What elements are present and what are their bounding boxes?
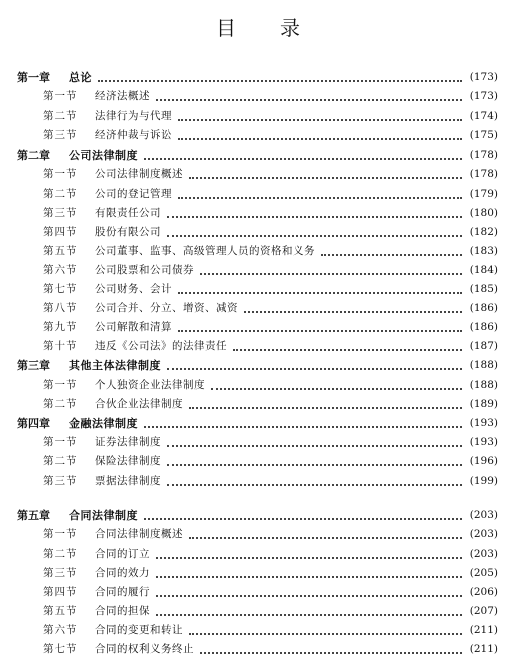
section-number: 第九节 [43, 321, 78, 333]
dot-leader [167, 367, 462, 370]
section-title: 合同法律制度概述 [95, 528, 183, 540]
page-number: (206) [469, 586, 498, 598]
section-title: 合同的担保 [95, 605, 150, 617]
section-number: 第五节 [43, 245, 78, 257]
chapter-number: 第三章 [17, 359, 50, 372]
section-title: 法律行为与代理 [95, 110, 172, 122]
toc-section-row[interactable] [43, 165, 498, 184]
chapter-number: 第二章 [17, 149, 50, 162]
dot-leader [156, 594, 462, 597]
toc-section-row[interactable] [43, 107, 498, 126]
title-char: 目 [216, 16, 236, 40]
page-number: (193) [469, 417, 498, 429]
page-number: (207) [469, 605, 498, 617]
section-title: 经济法概述 [95, 90, 150, 102]
dot-leader [189, 176, 462, 179]
section-number: 第四节 [43, 586, 78, 598]
chapter-number: 第四章 [17, 417, 50, 430]
page-number: (188) [469, 379, 498, 391]
dot-leader [233, 348, 462, 351]
chapter-title: 总论 [69, 71, 92, 84]
toc-section-row[interactable] [43, 433, 498, 452]
toc-section-row[interactable] [43, 602, 498, 621]
page-number: (193) [469, 436, 498, 448]
section-number: 第六节 [43, 624, 78, 636]
dot-leader [189, 536, 462, 539]
chapter-title: 其他主体法律制度 [69, 359, 161, 372]
section-title: 票据法律制度 [95, 475, 161, 487]
page-number: (183) [469, 245, 498, 257]
section-title: 公司董事、监事、高级管理人员的资格和义务 [95, 245, 315, 257]
toc-chapter-row[interactable] [17, 146, 498, 165]
toc-section-row[interactable] [43, 204, 498, 223]
section-title: 保险法律制度 [95, 455, 161, 467]
chapter-title: 合同法律制度 [69, 509, 138, 522]
page-number: (205) [469, 567, 498, 579]
toc-chapter-row[interactable] [17, 414, 498, 433]
dot-leader [178, 118, 462, 121]
toc-section-row[interactable] [43, 318, 498, 337]
page-number: (203) [469, 548, 498, 560]
page-number: (178) [469, 149, 498, 161]
page-number: (182) [469, 226, 498, 238]
toc-section-row[interactable] [43, 280, 498, 299]
dot-leader [156, 613, 462, 616]
page-number: (184) [469, 264, 498, 276]
chapter-number: 第一章 [17, 71, 50, 84]
section-title: 合同的订立 [95, 548, 150, 560]
title-char: 录 [280, 16, 300, 40]
chapter-title: 公司法律制度 [69, 149, 138, 162]
chapter-number: 第五章 [17, 509, 50, 522]
dot-leader [144, 157, 462, 160]
toc-chapter-row[interactable] [17, 506, 498, 525]
toc-chapter-row[interactable] [17, 356, 498, 375]
page-number: (175) [469, 129, 498, 141]
section-title: 公司法律制度概述 [95, 168, 183, 180]
dot-leader [144, 425, 462, 428]
section-number: 第二节 [43, 398, 78, 410]
page-number: (199) [469, 475, 498, 487]
section-title: 合伙企业法律制度 [95, 398, 183, 410]
dot-leader [178, 137, 462, 140]
section-number: 第二节 [43, 548, 78, 560]
chapter-title: 金融法律制度 [69, 417, 138, 430]
page-number: (173) [469, 90, 498, 102]
section-title: 公司合并、分立、增资、减资 [95, 302, 238, 314]
toc-section-row[interactable] [43, 525, 498, 544]
section-number: 第四节 [43, 226, 78, 238]
page-number: (203) [469, 509, 498, 521]
section-number: 第三节 [43, 475, 78, 487]
page-number: (185) [469, 283, 498, 295]
dot-leader [200, 651, 462, 654]
dot-leader [178, 291, 462, 294]
section-title: 违反《公司法》的法律责任 [95, 340, 227, 352]
page-number: (203) [469, 528, 498, 540]
page-number: (180) [469, 207, 498, 219]
section-number: 第三节 [43, 129, 78, 141]
toc-section-row[interactable] [43, 126, 498, 145]
toc-section-row[interactable] [43, 87, 498, 106]
toc-section-row[interactable] [43, 621, 498, 640]
section-number: 第七节 [43, 283, 78, 295]
section-title: 经济仲裁与诉讼 [95, 129, 172, 141]
dot-leader [200, 272, 462, 275]
section-title: 有限责任公司 [95, 207, 161, 219]
toc-section-row[interactable] [43, 564, 498, 583]
dot-leader [156, 556, 462, 559]
dot-leader [167, 444, 462, 447]
toc-section-row[interactable] [43, 185, 498, 204]
page-number: (211) [469, 624, 498, 636]
dot-leader [321, 253, 462, 256]
section-title: 个人独资企业法律制度 [95, 379, 205, 391]
toc-section-row[interactable] [43, 261, 498, 280]
dot-leader [144, 517, 462, 520]
page-number: (188) [469, 359, 498, 371]
section-title: 股份有限公司 [95, 226, 161, 238]
section-title: 合同的履行 [95, 586, 150, 598]
dot-leader [167, 483, 462, 486]
page-number: (189) [469, 398, 498, 410]
dot-leader [156, 98, 462, 101]
section-number: 第五节 [43, 605, 78, 617]
dot-leader [98, 79, 462, 82]
section-number: 第六节 [43, 264, 78, 276]
section-title: 公司的登记管理 [95, 188, 172, 200]
section-number: 第八节 [43, 302, 78, 314]
dot-leader [167, 463, 462, 466]
section-title: 合同的效力 [95, 567, 150, 579]
page-number: (186) [469, 302, 498, 314]
page-number: (211) [469, 643, 498, 655]
toc-section-row[interactable] [43, 583, 498, 602]
dot-leader [178, 196, 462, 199]
section-title: 合同的变更和转让 [95, 624, 183, 636]
dot-leader [189, 406, 462, 409]
page-number: (179) [469, 188, 498, 200]
toc-section-row[interactable] [43, 223, 498, 242]
page-number: (173) [469, 71, 498, 83]
dot-leader [167, 234, 462, 237]
dot-leader [178, 329, 462, 332]
dot-leader [189, 632, 462, 635]
section-number: 第十节 [43, 340, 78, 352]
section-number: 第二节 [43, 455, 78, 467]
section-title: 公司股票和公司债券 [95, 264, 194, 276]
section-title: 公司财务、会计 [95, 283, 172, 295]
dot-leader [211, 387, 462, 390]
section-number: 第二节 [43, 110, 78, 122]
section-number: 第一节 [43, 90, 78, 102]
section-title: 证券法律制度 [95, 436, 161, 448]
page-number: (178) [469, 168, 498, 180]
section-number: 第一节 [43, 168, 78, 180]
section-number: 第三节 [43, 207, 78, 219]
toc-section-row[interactable] [43, 452, 498, 471]
page-number: (186) [469, 321, 498, 333]
dot-leader [167, 215, 462, 218]
toc-section-row[interactable] [43, 545, 498, 564]
page-number: (196) [469, 455, 498, 467]
toc-chapter-row[interactable] [17, 68, 498, 87]
dot-leader [244, 310, 462, 313]
section-title: 公司解散和清算 [95, 321, 172, 333]
toc-section-row[interactable] [43, 395, 498, 414]
page-title [0, 14, 516, 42]
page-number: (174) [469, 110, 498, 122]
section-number: 第三节 [43, 567, 78, 579]
toc-section-row[interactable] [43, 640, 498, 659]
toc-section-row[interactable] [43, 299, 498, 318]
section-number: 第一节 [43, 379, 78, 391]
section-number: 第七节 [43, 643, 78, 655]
toc-section-row[interactable] [43, 376, 498, 395]
section-title: 合同的权利义务终止 [95, 643, 194, 655]
toc-section-row[interactable] [43, 472, 498, 491]
page-number: (187) [469, 340, 498, 352]
section-number: 第二节 [43, 188, 78, 200]
toc-section-row[interactable] [43, 337, 498, 356]
toc-section-row[interactable] [43, 242, 498, 261]
section-number: 第一节 [43, 436, 78, 448]
dot-leader [156, 575, 462, 578]
section-number: 第一节 [43, 528, 78, 540]
